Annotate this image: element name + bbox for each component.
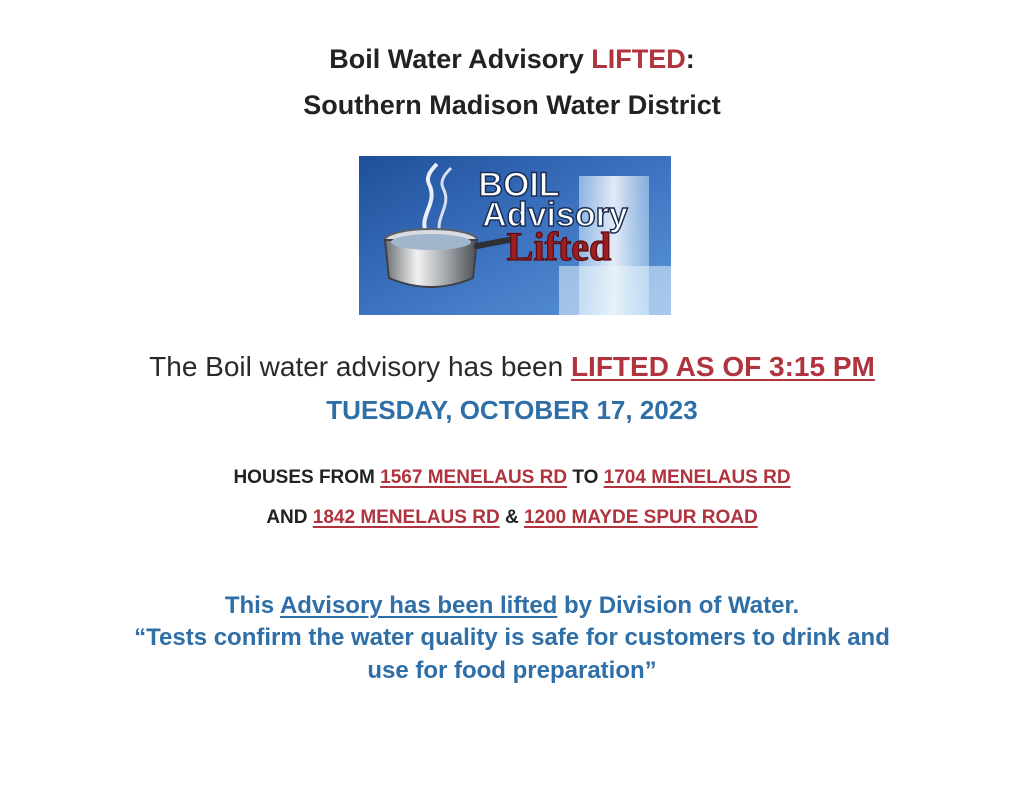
houses-from-label: HOUSES FROM (233, 467, 381, 488)
houses-and-label: AND (266, 507, 313, 528)
svg-text:Advisory: Advisory (482, 196, 628, 234)
svg-text:Lifted: Lifted (506, 224, 612, 269)
msg-suffix: by Division of Water. (557, 592, 800, 619)
address-4: 1200 MAYDE SPUR ROAD (523, 507, 758, 528)
lifted-time: LIFTED AS OF 3:15 PM (570, 351, 875, 382)
houses-range (0, 467, 1024, 489)
address-3: 1842 MENELAUS RD (312, 507, 500, 528)
advisory-lifted-text: Advisory has been lifted (279, 592, 558, 619)
district-name: Southern Madison Water District (303, 90, 721, 120)
announcement-prefix: The Boil water advisory has been (149, 351, 571, 382)
houses-additional (0, 507, 1024, 529)
title-lifted: LIFTED (591, 44, 686, 74)
lifted-by-statement (0, 592, 1024, 620)
lifted-date: TUESDAY, OCTOBER 17, 2023 (326, 395, 698, 425)
quote-line-2: use for food preparation” (367, 657, 657, 684)
houses-to-label: TO (567, 467, 604, 488)
title-prefix: Boil Water Advisory (329, 44, 592, 74)
boil-advisory-lifted-logo (359, 156, 671, 315)
msg-prefix: This (224, 592, 280, 619)
houses-amp-label: & (499, 507, 524, 528)
quote-line-1: “Tests confirm the water quality is safe for customers to drink and (134, 624, 890, 651)
address-1: 1567 MENELAUS RD (380, 467, 568, 488)
address-2: 1704 MENELAUS RD (603, 467, 791, 488)
svg-text:BOIL: BOIL (478, 166, 560, 204)
title-colon: : (685, 44, 695, 74)
page-title (0, 44, 1024, 75)
lifted-announcement (0, 351, 1024, 383)
